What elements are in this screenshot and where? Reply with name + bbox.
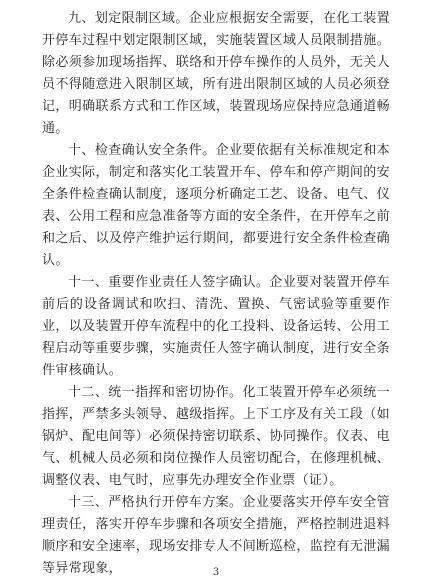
document-body bbox=[42, 8, 390, 580]
paragraph-section-11: 十一、重要作业责任人签字确认。企业要对装置开停车前后的设备调试和吹扫、清洗、置换、气密试验等重要作业，以及装置开停车流程中的化工投料、设备运转、公用工程启动等重要步骤，实施责任人签字确认制度，进行安全条件审核确认。 bbox=[42, 275, 390, 378]
paragraph-section-10: 十、检查确认安全条件。企业要依据有关标准规定和本企业实际，制定和落实化工装置开车、停车和停产期间的安全条件检查确认制度，逐项分析确定工艺、设备、电气、仪表、公用工程和应急准备等方面的安全条件，在开停车之前和之后、以及停产维护运行期间，都要进行安全条件检查确认。 bbox=[42, 143, 390, 268]
page-number: 3 bbox=[212, 567, 220, 578]
paragraph-section-13: 十三、严格执行开停车方案。企业要落实开停车安全管理责任，落实开停车步骤和各项安全措施，严格控制进退料顺序和安全速率，现场安排专人不间断巡检，监控有无泄漏等异常现象， bbox=[42, 495, 390, 576]
paragraph-section-12: 十二、统一指挥和密切协作。化工装置开停车必须统一指挥，严禁多头领导、越级指挥。上下工序及有关工段（如锅炉、配电间等）必须保持密切联系、协同操作。仪表、电气、机械人员必须和岗位操作人员密切配合，在修理机械、调整仪表、电气时，应事先办理安全作业票（证）。 bbox=[42, 385, 390, 488]
paragraph-section-9: 九、划定限制区域。企业应根据安全需要，在化工装置开停车过程中划定限制区域，实施装置区域人员限制措施。除必须参加现场指挥、联络和开停车操作的人员外，无关人员不得随意进入限制区域，所有进出限制区域的人员必须登记，明确联系方式和工作区域，装置现场应保持应急通道畅通。 bbox=[42, 11, 390, 136]
